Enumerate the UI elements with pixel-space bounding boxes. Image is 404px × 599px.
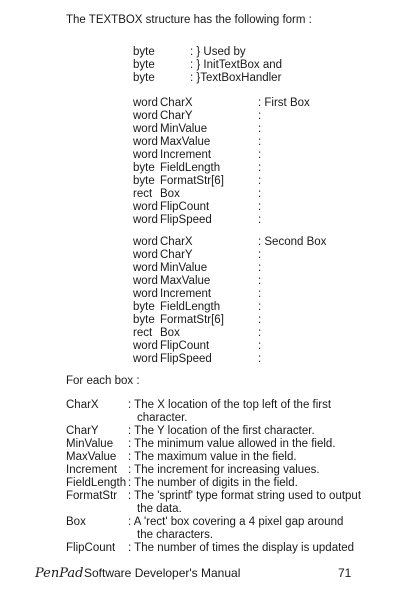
field-name: CharX (160, 236, 193, 248)
definition-text: : The X location of the top left of the first (128, 399, 332, 411)
field-comment: : (258, 301, 262, 313)
field-comment: : (258, 262, 262, 274)
definition-text: : The number of digits in the field. (128, 477, 298, 489)
field-type: word (133, 275, 158, 287)
definition-text: : The maximum value in the field. (128, 451, 297, 463)
definition-text: character. (137, 412, 188, 424)
definition-term: MinValue (66, 438, 114, 450)
field-type: byte (133, 46, 155, 58)
field-comment: : First Box (258, 97, 310, 109)
field-type: rect (133, 327, 153, 339)
definition-text: : A 'rect' box covering a 4 pixel gap around (128, 516, 344, 528)
field-type: word (133, 149, 158, 161)
definition-term: Increment (66, 464, 118, 476)
definition-term: Box (66, 516, 86, 528)
field-type: word (133, 236, 158, 248)
field-name: CharY (160, 110, 193, 122)
field-type: word (133, 249, 158, 261)
field-name: CharY (160, 249, 193, 261)
field-name: MinValue (160, 262, 208, 274)
field-type: byte (133, 175, 155, 187)
field-comment: : Second Box (258, 236, 327, 248)
intro-text: The TEXTBOX structure has the following form : (66, 14, 312, 26)
field-comment: : (258, 201, 262, 213)
field-name: Increment (160, 288, 212, 300)
field-comment: : (258, 188, 262, 200)
definition-text: : The minimum value allowed in the field. (128, 438, 336, 450)
field-comment: : (258, 353, 262, 365)
definition-text: : The number of times the display is updated (128, 542, 355, 554)
field-name: MaxValue (160, 275, 211, 287)
field-type: byte (133, 162, 155, 174)
field-type: byte (133, 72, 155, 84)
definition-term: FlipCount (66, 542, 116, 554)
field-comment: : (258, 123, 262, 135)
definition-term: CharX (66, 399, 99, 411)
field-type: word (133, 262, 158, 274)
field-name: MaxValue (160, 136, 211, 148)
field-comment: : }TextBoxHandler (190, 72, 282, 84)
field-comment: : (258, 175, 262, 187)
field-type: word (133, 123, 158, 135)
field-type: word (133, 353, 158, 365)
definition-term: FieldLength (66, 477, 127, 489)
field-comment: : (258, 249, 262, 261)
field-name: FormatStr[6] (160, 314, 224, 326)
field-comment: : (258, 214, 262, 226)
field-name: FlipSpeed (160, 353, 212, 365)
field-name: FieldLength (160, 301, 221, 313)
field-comment: : } InitTextBox and (190, 59, 283, 71)
field-name: Box (160, 327, 180, 339)
field-comment: : } Used by (190, 46, 246, 58)
field-name: FlipSpeed (160, 214, 212, 226)
definition-text: : The 'sprintf' type format string used to output (128, 490, 362, 502)
field-type: word (133, 136, 158, 148)
field-comment: : (258, 162, 262, 174)
field-type: byte (133, 314, 155, 326)
field-comment: : (258, 327, 262, 339)
field-type: byte (133, 301, 155, 313)
definition-term: CharY (66, 425, 99, 437)
definition-text: : The Y location of the first character. (128, 425, 315, 437)
field-comment: : (258, 288, 262, 300)
field-comment: : (258, 110, 262, 122)
section-heading: For each box : (66, 375, 140, 387)
field-type: rect (133, 188, 153, 200)
field-name: FlipCount (160, 201, 210, 213)
definition-text: the characters. (137, 529, 214, 541)
field-name: FlipCount (160, 340, 210, 352)
field-comment: : (258, 340, 262, 352)
field-type: word (133, 340, 158, 352)
definition-term: FormatStr (66, 490, 118, 502)
field-type: word (133, 97, 158, 109)
field-comment: : (258, 275, 262, 287)
field-name: FormatStr[6] (160, 175, 224, 187)
field-comment: : (258, 149, 262, 161)
field-comment: : (258, 314, 262, 326)
footer-logo: PenPad (35, 566, 84, 581)
footer-title: Software Developer's Manual (84, 566, 241, 580)
definition-text: the data. (137, 503, 182, 515)
field-type: byte (133, 59, 155, 71)
definition-text: : The increment for increasing values. (128, 464, 320, 476)
field-type: word (133, 110, 158, 122)
definition-term: MaxValue (66, 451, 117, 463)
field-name: Increment (160, 149, 212, 161)
field-type: word (133, 288, 158, 300)
field-name: Box (160, 188, 180, 200)
field-name: MinValue (160, 123, 208, 135)
field-name: FieldLength (160, 162, 221, 174)
field-comment: : (258, 136, 262, 148)
field-name: CharX (160, 97, 193, 109)
page-number: 71 (338, 566, 352, 580)
field-type: word (133, 201, 158, 213)
field-type: word (133, 214, 158, 226)
